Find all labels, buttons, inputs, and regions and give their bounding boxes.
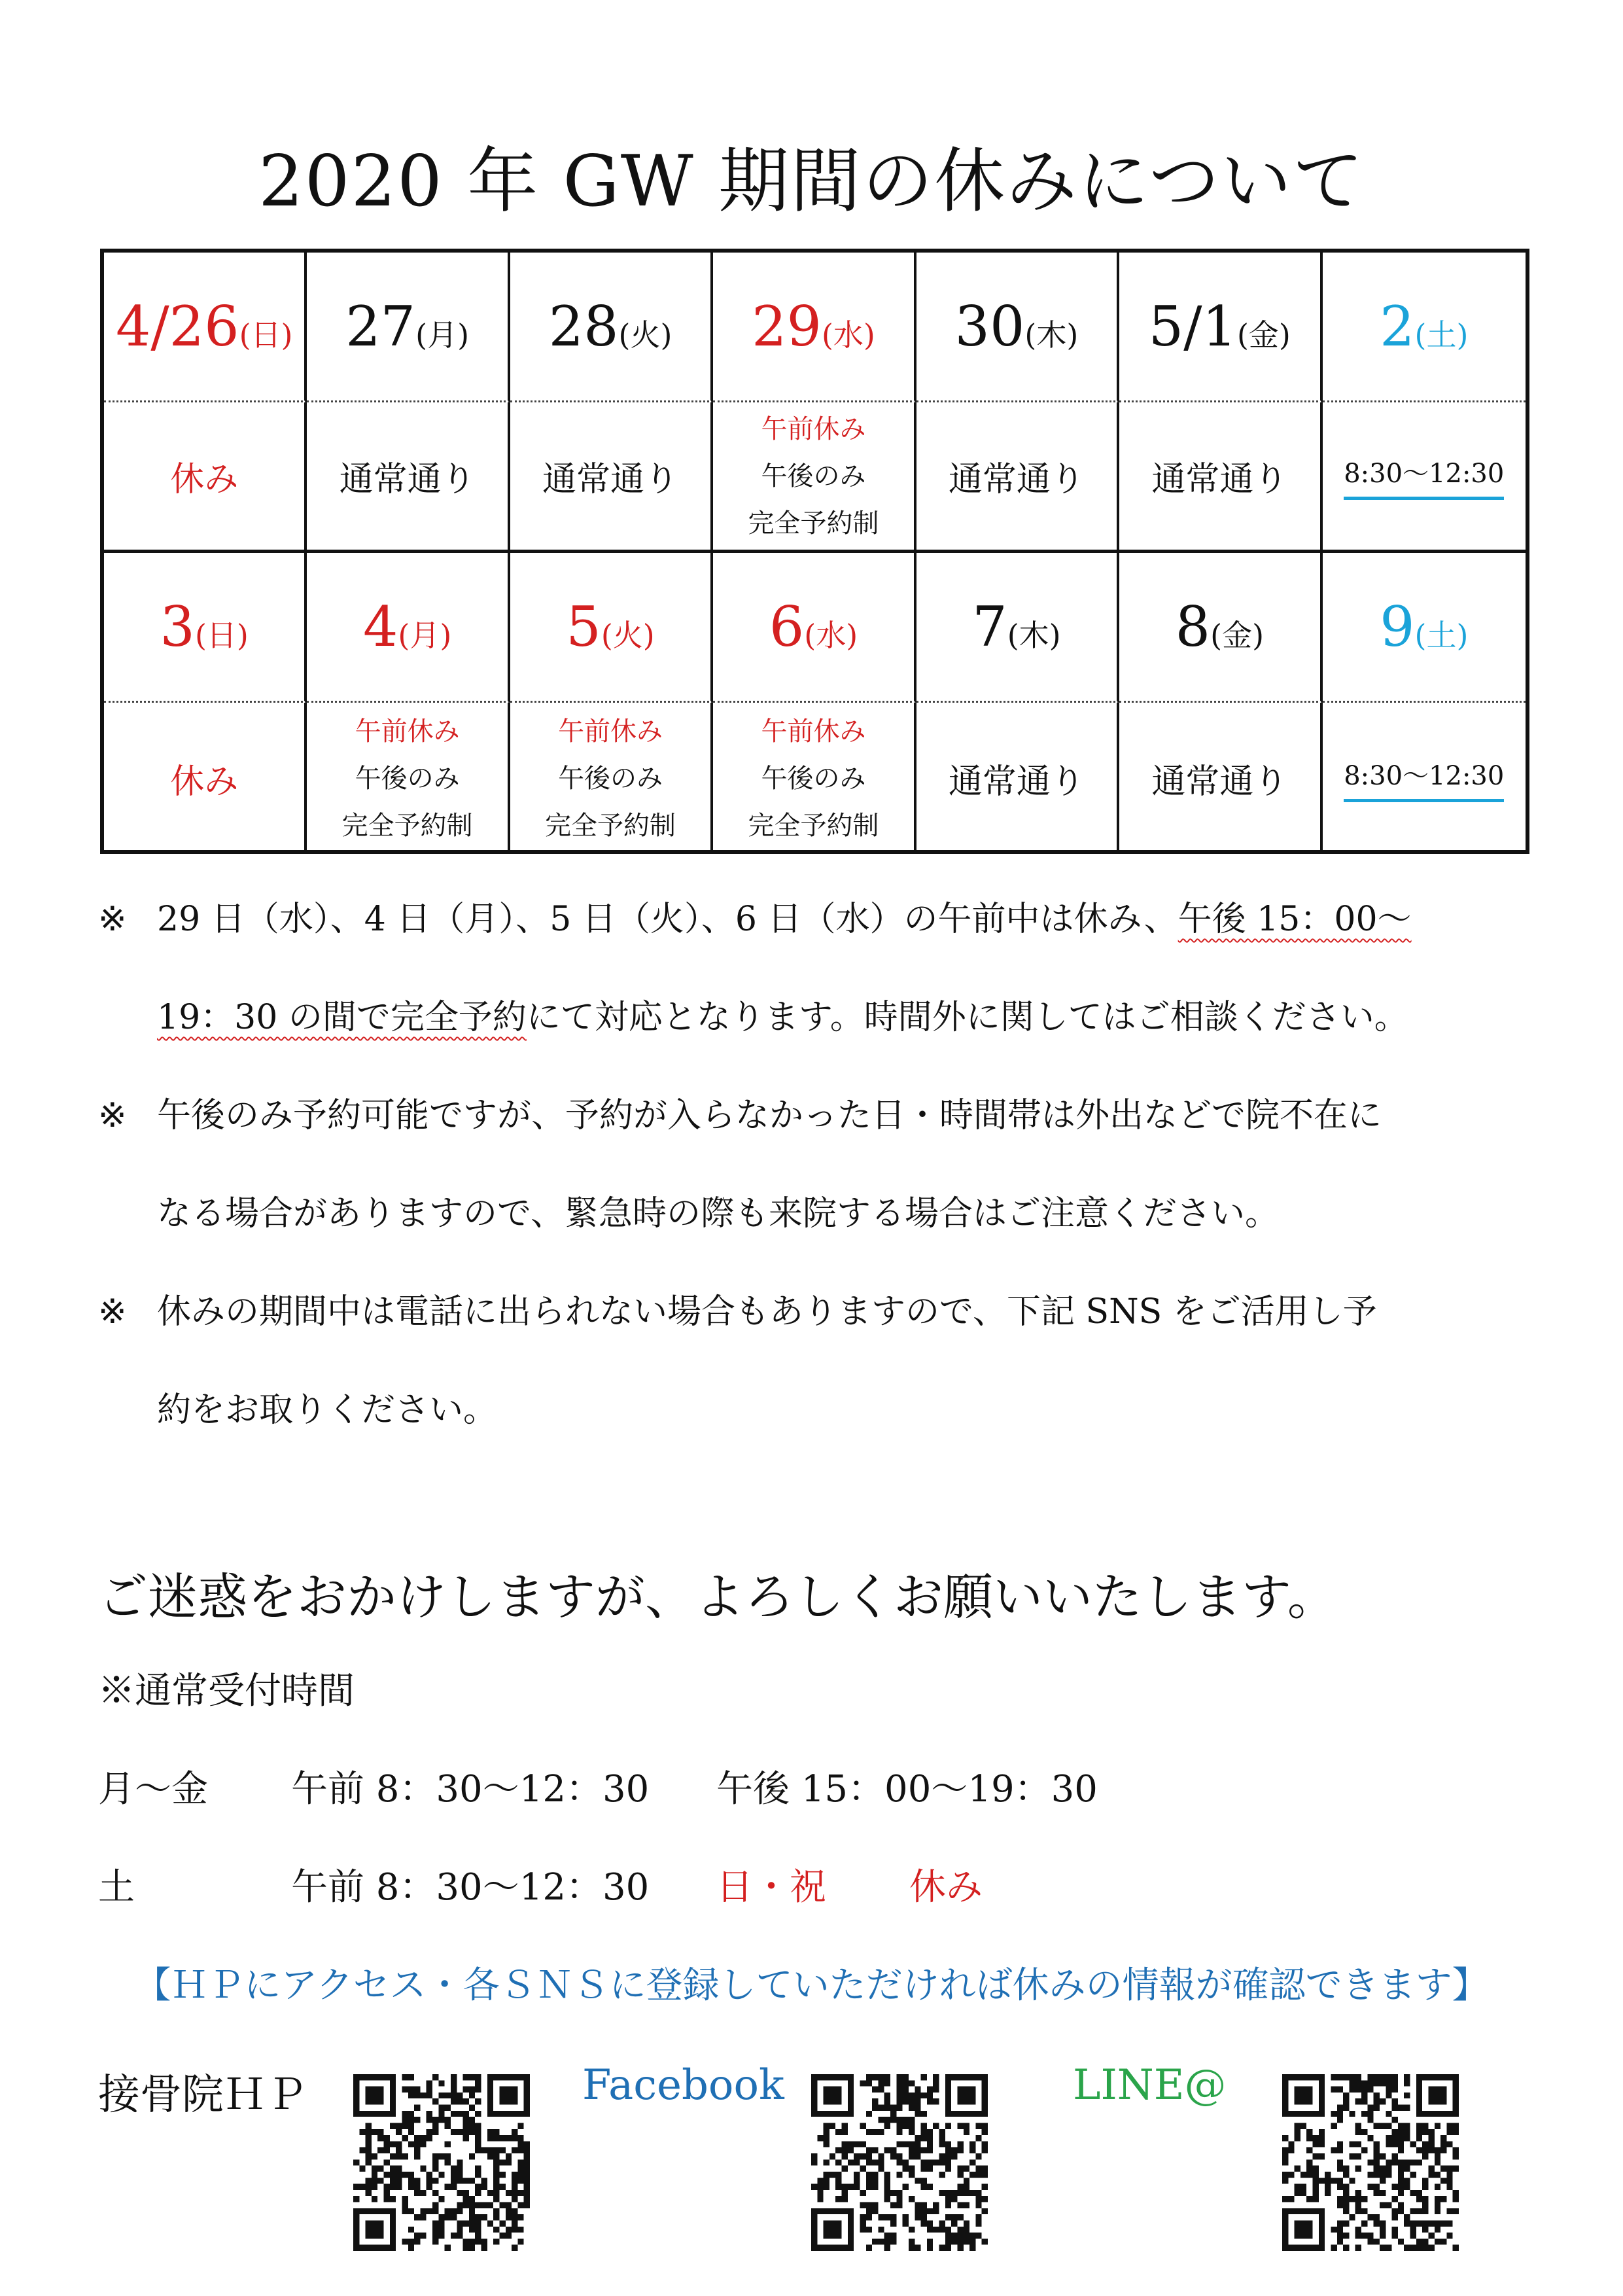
calendar-date-cell [307, 553, 510, 703]
calendar-date-cell [510, 253, 713, 402]
notes-section [98, 870, 1537, 1459]
gw-calendar [100, 249, 1529, 854]
qr-pattern [1282, 2074, 1459, 2251]
day-weekday: (月) [415, 317, 470, 353]
calendar-status-cell [104, 402, 307, 553]
day-weekday: (水) [804, 617, 858, 653]
note-mark: ※ [98, 1096, 127, 1135]
status-line: 通常通り [1151, 460, 1288, 499]
note-2-line-1: 午後のみ予約可能ですが、予約が入らなかった日・時間帯は外出などで院不在に [157, 1096, 1382, 1135]
note-1-text-a: 29 日（水）、4 日（月）、5 日（火）、6 日（水）の午前中は休み、 [157, 900, 1178, 939]
day-weekday: (木) [1024, 317, 1079, 353]
day-weekday: (火) [601, 617, 655, 653]
note-2 [98, 1067, 1537, 1263]
day-number: 9 [1380, 594, 1415, 659]
calendar-status-cell [307, 703, 510, 854]
status-line: 通常通り [542, 460, 679, 499]
calendar-date-cell [510, 553, 713, 703]
day-weekday: (土) [1414, 317, 1469, 353]
calendar-status-cell [104, 703, 307, 854]
note-2-line-2: なる場合がありますので、緊急時の際も来院する場合はご注意ください。 [157, 1194, 1279, 1233]
hp-qr-code[interactable] [353, 2074, 530, 2251]
calendar-status-cell [510, 402, 713, 553]
facebook-label: Facebook [582, 2061, 784, 2110]
status-line: 午後のみ [761, 461, 866, 491]
calendar-date-cell [1323, 253, 1526, 402]
calendar-date-cell [1323, 553, 1526, 703]
day-weekday: (金) [1210, 617, 1265, 653]
day-number: 4 [362, 594, 398, 659]
day-weekday: (日) [239, 317, 293, 353]
calendar-date-cell [1119, 553, 1322, 703]
day-weekday: (木) [1007, 617, 1061, 653]
status-line: 完全予約制 [545, 810, 676, 841]
calendar-status-cell [713, 402, 916, 553]
holiday-label: 日・祝 [716, 1866, 826, 1909]
status-line: 8:30〜12:30 [1344, 453, 1504, 500]
calendar-date-cell [713, 253, 916, 402]
status-line: 通常通り [339, 460, 476, 499]
calendar-status-cell [510, 703, 713, 854]
status-line: 午後のみ [761, 763, 866, 794]
day-number: 27 [345, 294, 416, 359]
day-weekday: (月) [398, 617, 452, 653]
status-line: 午後のみ [558, 763, 663, 794]
qr-pattern [353, 2074, 530, 2251]
note-mark: ※ [98, 900, 127, 939]
line-qr-code[interactable] [1282, 2074, 1459, 2251]
weekday-am-hours: 午前 8：30〜12：30 [291, 1768, 650, 1810]
day-number: 8 [1175, 594, 1211, 659]
day-number: 30 [954, 294, 1025, 359]
day-number: 4/26 [115, 294, 239, 359]
calendar-date-cell [713, 553, 916, 703]
status-line: 午後のみ [355, 763, 460, 794]
note-3 [98, 1263, 1537, 1459]
calendar-status-cell [1323, 402, 1526, 553]
hp-label: 接骨院ＨＰ [98, 2071, 307, 2119]
calendar-date-cell [104, 253, 307, 402]
status-line: 完全予約制 [748, 810, 879, 841]
status-line: 休み [170, 460, 239, 499]
note-1-text-b: 午後 15：00〜 [1178, 900, 1412, 939]
calendar-date-cell [916, 253, 1119, 402]
calendar-status-cell [1119, 703, 1322, 854]
calendar-status-cell [916, 402, 1119, 553]
day-number: 5/1 [1148, 294, 1237, 359]
day-weekday: (金) [1236, 317, 1291, 353]
facebook-qr-code[interactable] [811, 2074, 988, 2251]
access-note: 【ＨＰにアクセス・各ＳＮＳに登録していただければ休みの情報が確認できます】 [134, 1964, 1489, 2007]
saturday-label: 土 [98, 1866, 135, 1909]
note-1-text-d: にて対応となります。時間外に関してはご相談ください。 [526, 998, 1408, 1037]
status-line: 8:30〜12:30 [1344, 755, 1504, 802]
note-1 [98, 870, 1537, 1067]
page-title: 2020 年 GW 期間の休みについて [258, 141, 1365, 222]
note-1-text-c: 19：30 の間で完全予約 [157, 998, 527, 1037]
saturday-am-hours: 午前 8：30〜12：30 [291, 1866, 650, 1909]
day-weekday: (火) [618, 317, 672, 353]
note-3-line-2: 約をお取りください。 [157, 1390, 498, 1430]
status-line: 通常通り [948, 762, 1085, 802]
weekday-label: 月〜金 [98, 1768, 208, 1810]
status-line: 通常通り [948, 460, 1085, 499]
status-line: 午前休み [761, 716, 866, 747]
note-3-line-1: 休みの期間中は電話に出られない場合もありますので、下記 SNS をご活用し予 [157, 1292, 1377, 1332]
calendar-status-cell [1323, 703, 1526, 854]
status-line: 午前休み [558, 716, 663, 747]
calendar-status-cell [713, 703, 916, 854]
status-line: 完全予約制 [748, 508, 879, 539]
day-weekday: (日) [194, 617, 249, 653]
day-weekday: (土) [1414, 617, 1469, 653]
day-number: 3 [160, 594, 195, 659]
calendar-date-cell [307, 253, 510, 402]
status-line: 通常通り [1151, 762, 1288, 802]
calendar-status-cell [307, 402, 510, 553]
day-weekday: (水) [821, 317, 875, 353]
status-line: 午前休み [355, 716, 460, 747]
calendar-status-cell [916, 703, 1119, 854]
status-line: 午前休み [761, 414, 866, 444]
day-number: 6 [769, 594, 805, 659]
day-number: 28 [548, 294, 619, 359]
day-number: 2 [1380, 294, 1415, 359]
calendar-status-cell [1119, 402, 1322, 553]
day-number: 5 [566, 594, 601, 659]
weekday-pm-hours: 午後 15：00〜19：30 [716, 1768, 1098, 1810]
calendar-date-cell [1119, 253, 1322, 402]
closing-message: ご迷惑をおかけしますが、よろしくお願いいたします。 [98, 1568, 1337, 1626]
holiday-status: 休み [909, 1866, 983, 1909]
hours-title: ※通常受付時間 [98, 1670, 355, 1712]
line-label: LINE@ [1073, 2061, 1227, 2110]
calendar-date-cell [916, 553, 1119, 703]
calendar-date-cell [104, 553, 307, 703]
qr-pattern [811, 2074, 988, 2251]
day-number: 7 [972, 594, 1007, 659]
day-number: 29 [752, 294, 822, 359]
note-mark: ※ [98, 1292, 127, 1332]
status-line: 完全予約制 [341, 810, 473, 841]
status-line: 休み [170, 762, 239, 802]
